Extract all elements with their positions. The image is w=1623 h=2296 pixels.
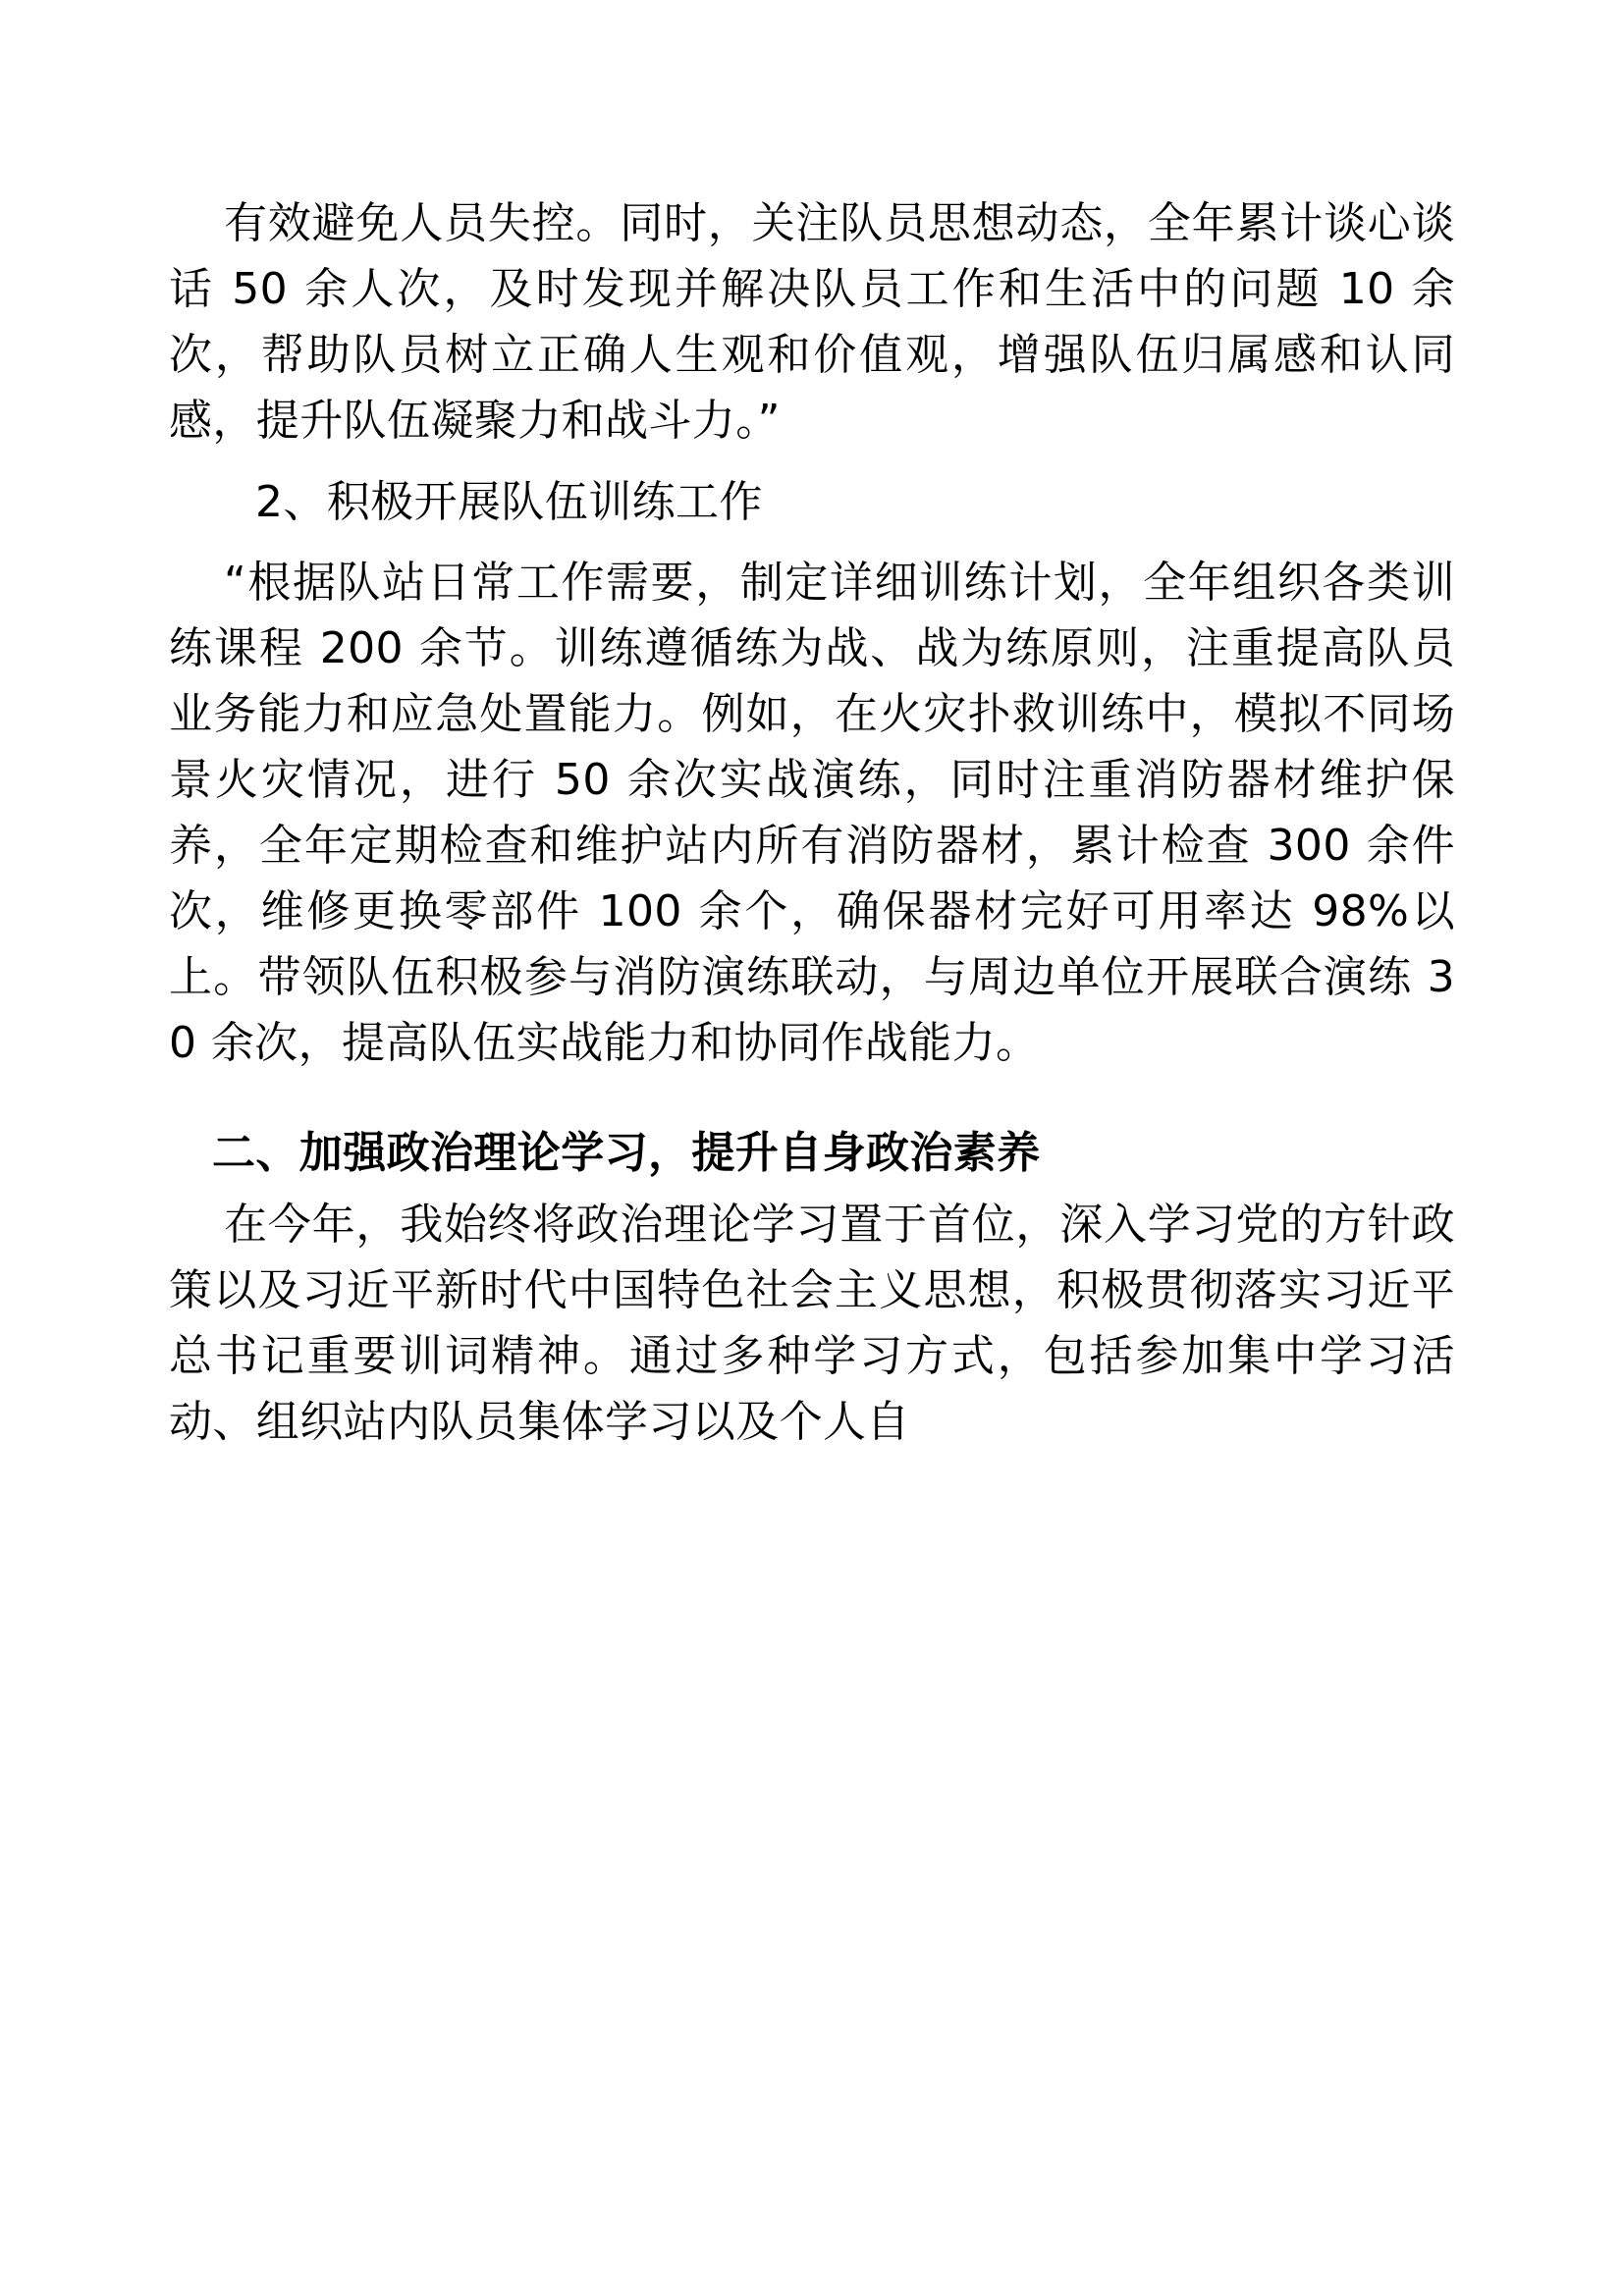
paragraph-political-study: 在今年，我始终将政治理论学习置于首位，深入学习党的方针政策以及习近平新时代中国特色社会主义思想，积极贯彻落实习近平总书记重要训词精神。通过多种学习方式，包括参加集中学习活动、组织站内队员集体学习以及个人自 xyxy=(169,1200,1455,1447)
paragraph-training-work: “根据队站日常工作需要，制定详细训练计划，全年组织各类训练课程 200 余节。训练遵循练为战、战为练原则，注重提高队员业务能力和应急处置能力。例如，在火灾扑救训练中，模拟不同场景火灾情况，进行 50 余次实战演练，同时注重消防器材维护保养，全年定期检查和维护站内所有消防器材，累计检查 300 余件次，维修更换零部件 100 余个，确保器材完好可用率达 98%以上。带领队伍积极参与消防演练联动，与周边单位开展联合演练 30 余次，提高队伍实战能力和协同作战能力。 xyxy=(169,558,1455,1068)
document-body xyxy=(169,191,1455,1456)
paragraph-continuation: 有效避免人员失控。同时，关注队员思想动态，全年累计谈心谈话 50 余人次，及时发现并解决队员工作和生活中的问题 10 余次，帮助队员树立正确人生观和价值观，增强队伍归属感和认同感，提升队伍凝聚力和战斗力。” xyxy=(169,198,1455,446)
paragraph-spacer xyxy=(169,1082,1455,1099)
paragraph-spacer xyxy=(169,460,1455,470)
paragraph-spacer xyxy=(169,541,1455,551)
list-item-heading-2: 2、积极开展队伍训练工作 xyxy=(255,476,763,527)
section-heading-two: 二、加强政治理论学习，提升自身政治素养 xyxy=(212,1128,1041,1179)
